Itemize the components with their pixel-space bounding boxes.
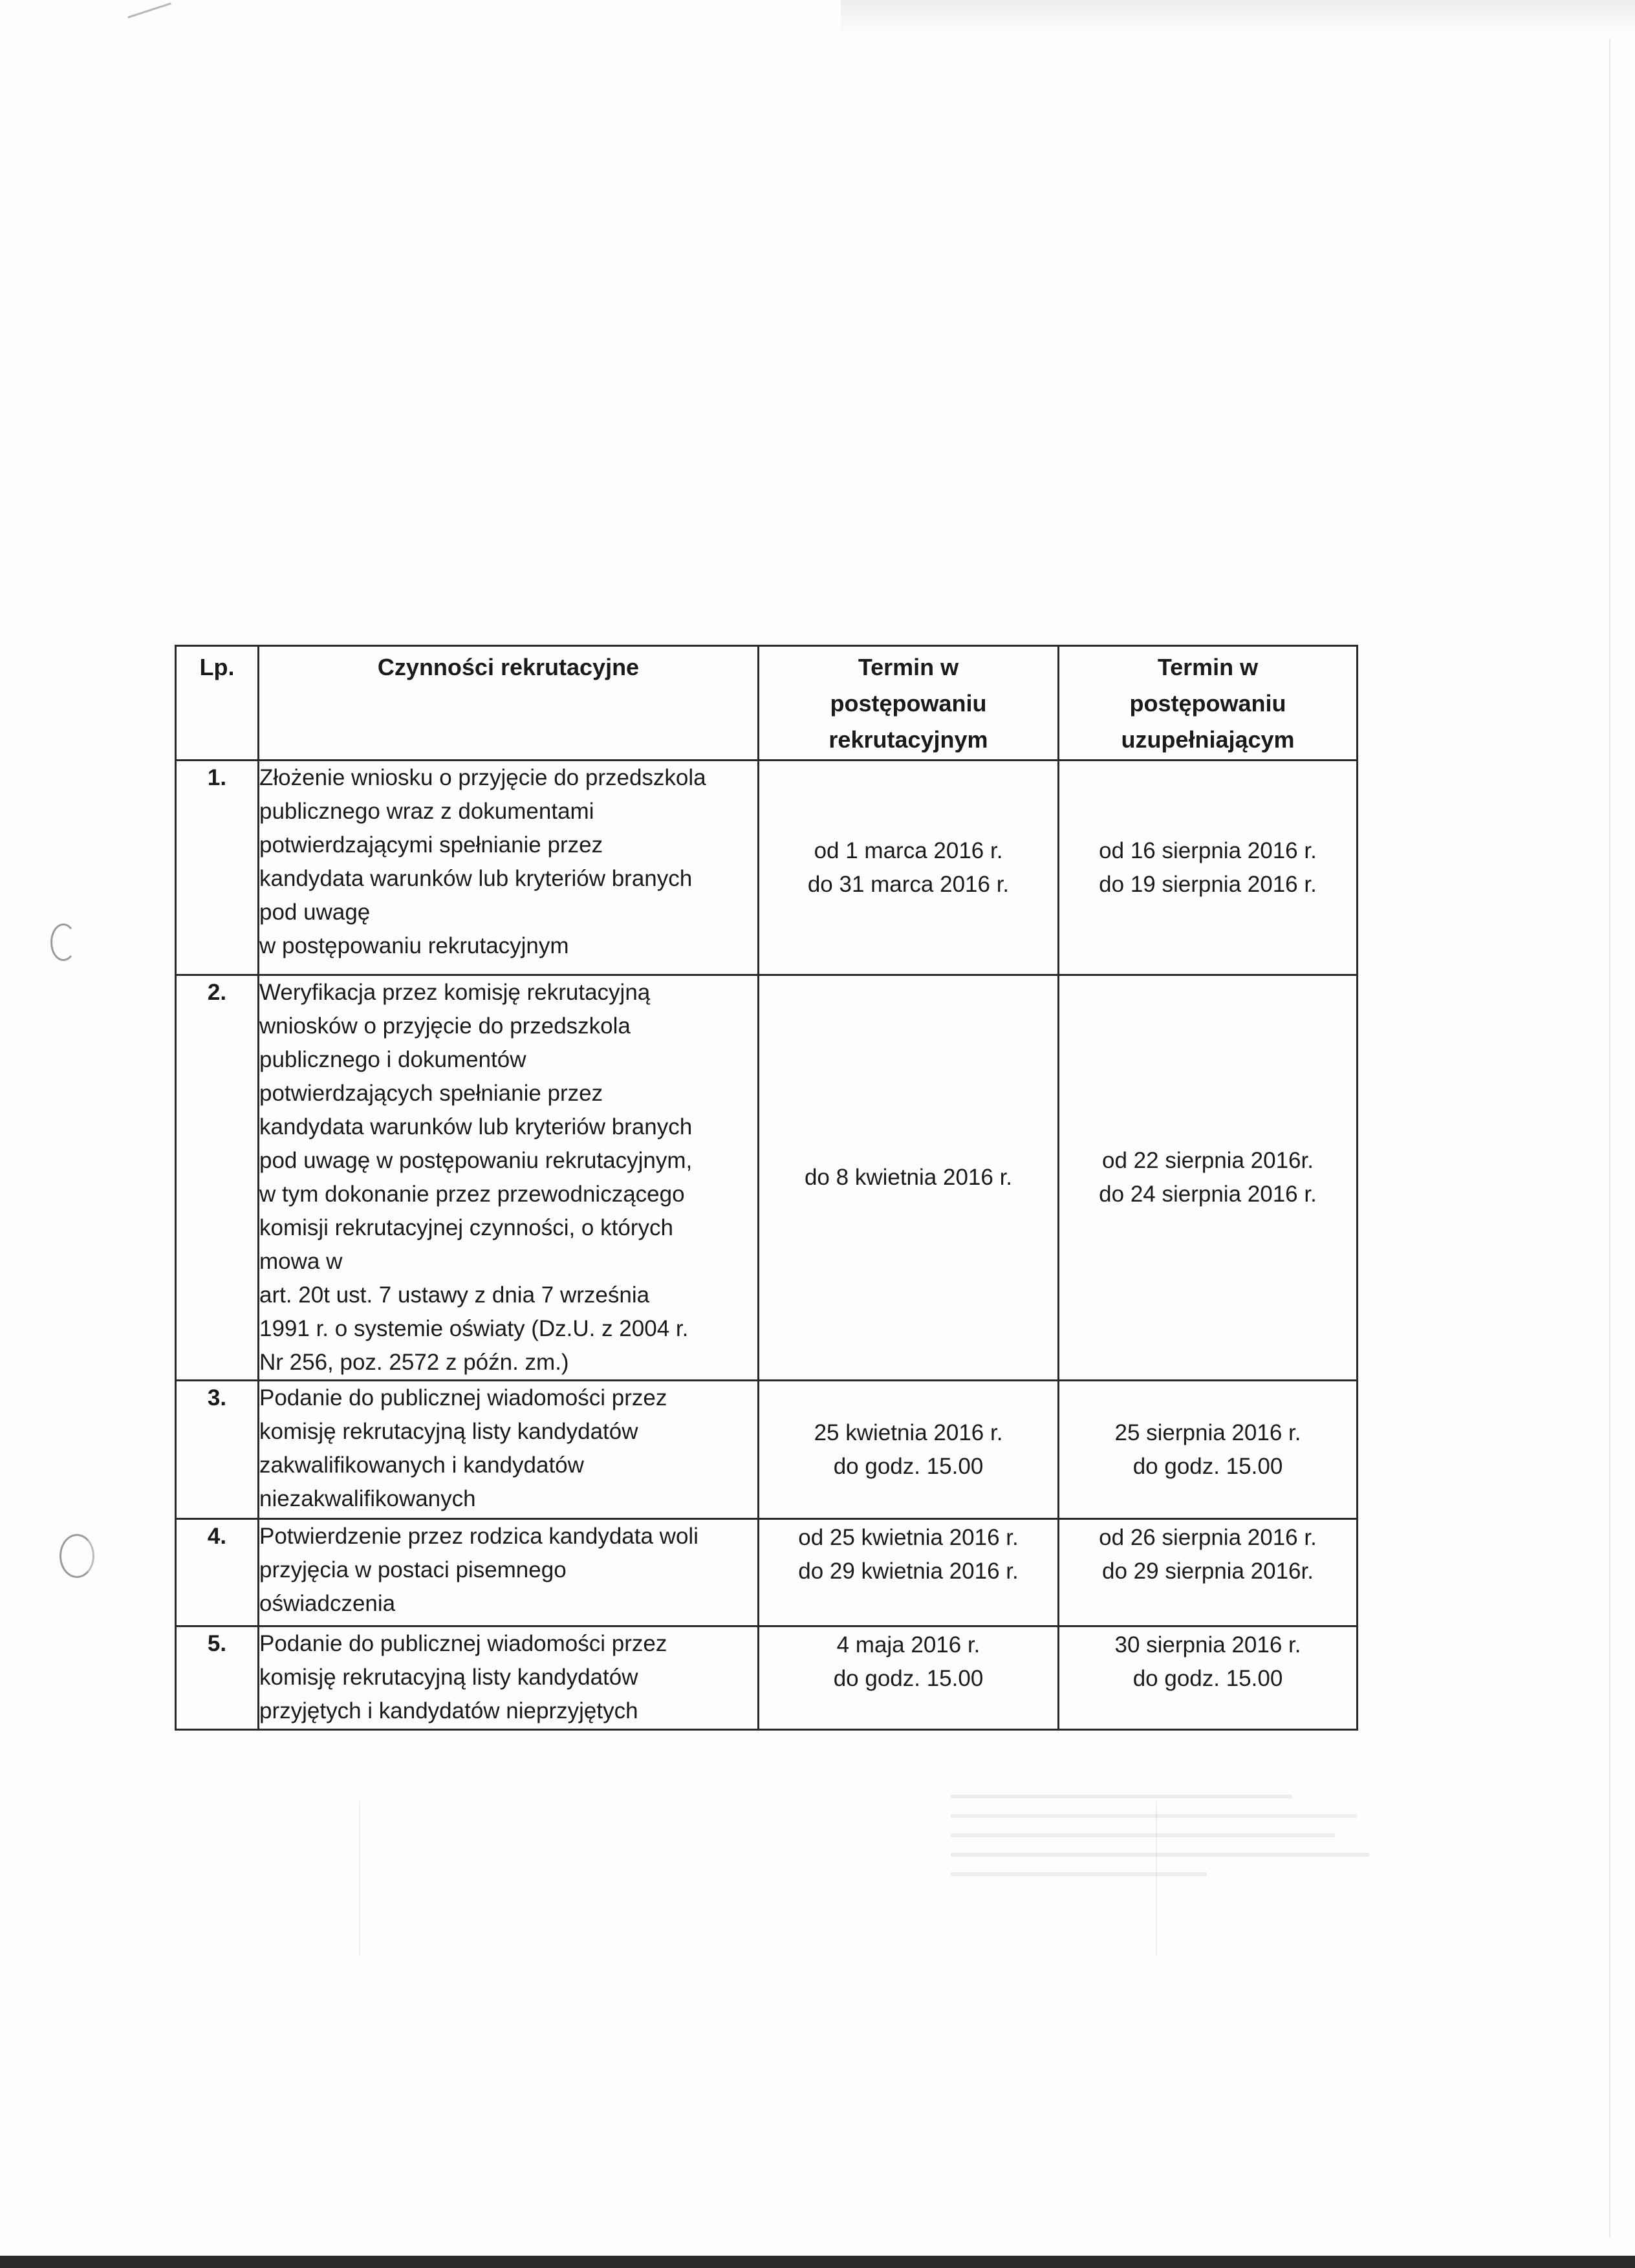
row-number: 3.: [176, 1381, 259, 1519]
activity-text-line: niezakwalifikowanych: [259, 1486, 476, 1511]
activity-text-line: potwierdzającymi spełnianie przez: [259, 832, 603, 858]
table-row: [176, 975, 1358, 1381]
row-number: 2.: [176, 975, 259, 1381]
activity-text-line: publicznego wraz z dokumentami: [259, 799, 594, 824]
scan-edge-line: [1609, 39, 1610, 2238]
header-supplementary-term: Termin w postępowaniu uzupełniającym: [1059, 646, 1358, 761]
activity-cell: [259, 975, 759, 1381]
row-number: 1.: [176, 761, 259, 975]
header-activity: Czynności rekrutacyjne: [259, 646, 759, 761]
activity-cell: [259, 1519, 759, 1626]
recruitment-term-cell: 4 maja 2016 r. do godz. 15.00: [759, 1626, 1059, 1730]
activity-text-line: przyjętych i kandydatów nieprzyjętych: [259, 1698, 638, 1723]
activity-text-line: pod uwagę w postępowaniu rekrutacyjnym,: [259, 1148, 693, 1173]
activity-text-line: komisji rekrutacyjnej czynności, o których: [259, 1215, 673, 1240]
supplementary-term-cell: od 22 sierpnia 2016r. do 24 sierpnia 2016 r.: [1059, 975, 1358, 1381]
table-row: [176, 1626, 1358, 1730]
activity-text-line: kandydata warunków lub kryteriów branych: [259, 1114, 693, 1139]
punch-hole-mark: [60, 1534, 94, 1578]
activity-text-line: Weryfikacja przez komisję rekrutacyjną: [259, 980, 651, 1005]
activity-text-line: komisję rekrutacyjną listy kandydatów: [259, 1419, 638, 1444]
scan-bottom-edge: [0, 2256, 1635, 2268]
supplementary-term-cell: od 26 sierpnia 2016 r. do 29 sierpnia 2016r.: [1059, 1519, 1358, 1626]
scan-shadow: [841, 0, 1635, 36]
activity-text-line: potwierdzających spełnianie przez: [259, 1081, 603, 1106]
activity-text-line: Nr 256, poz. 2572 z późn. zm.): [259, 1350, 569, 1375]
supplementary-term-cell: 25 sierpnia 2016 r. do godz. 15.00: [1059, 1381, 1358, 1519]
header-recruitment-term: Termin w postępowaniu rekrutacyjnym: [759, 646, 1059, 761]
table-header-row: [176, 646, 1358, 761]
activity-cell: [259, 761, 759, 975]
table-row: [176, 1519, 1358, 1626]
punch-hole-mark: [50, 923, 76, 961]
activity-text-line: komisję rekrutacyjną listy kandydatów: [259, 1665, 638, 1690]
activity-text-line: publicznego i dokumentów: [259, 1047, 526, 1072]
header-lp: Lp.: [176, 646, 259, 761]
activity-text-line: kandydata warunków lub kryteriów branych: [259, 866, 693, 891]
activity-text-line: przyjęcia w postaci pisemnego: [259, 1557, 567, 1582]
supplementary-term-cell: od 16 sierpnia 2016 r. do 19 sierpnia 2016 r.: [1059, 761, 1358, 975]
activity-text-line: Potwierdzenie przez rodzica kandydata woli: [259, 1524, 698, 1549]
activity-text-line: oświadczenia: [259, 1591, 396, 1616]
activity-cell: [259, 1626, 759, 1730]
bleed-through-text: [951, 1795, 1378, 1963]
activity-cell: [259, 1381, 759, 1519]
scan-corner-mark: [127, 3, 177, 34]
table-row: [176, 761, 1358, 975]
recruitment-term-cell: od 1 marca 2016 r. do 31 marca 2016 r.: [759, 761, 1059, 975]
recruitment-term-cell: do 8 kwietnia 2016 r.: [759, 975, 1059, 1381]
activity-text-line: wniosków o przyjęcie do przedszkola: [259, 1013, 631, 1039]
activity-text-line: zakwalifikowanych i kandydatów: [259, 1453, 584, 1478]
activity-text-line: Podanie do publicznej wiadomości przez: [259, 1631, 667, 1656]
activity-text-line: pod uwagę: [259, 900, 371, 925]
recruitment-schedule-table: [175, 645, 1358, 1731]
activity-text-line: Złożenie wniosku o przyjęcie do przedszkola: [259, 765, 706, 790]
activity-text-line: 1991 r. o systemie oświaty (Dz.U. z 2004 r.: [259, 1316, 689, 1341]
activity-text-line: w tym dokonanie przez przewodniczącego: [259, 1182, 685, 1207]
table-row: [176, 1381, 1358, 1519]
row-number: 5.: [176, 1626, 259, 1730]
recruitment-term-cell: od 25 kwietnia 2016 r. do 29 kwietnia 2016 r.: [759, 1519, 1059, 1626]
activity-text-line: art. 20t ust. 7 ustawy z dnia 7 września: [259, 1282, 650, 1308]
supplementary-term-cell: 30 sierpnia 2016 r. do godz. 15.00: [1059, 1626, 1358, 1730]
row-number: 4.: [176, 1519, 259, 1626]
activity-text-line: w postępowaniu rekrutacyjnym: [259, 933, 569, 958]
recruitment-term-cell: 25 kwietnia 2016 r. do godz. 15.00: [759, 1381, 1059, 1519]
activity-text-line: Podanie do publicznej wiadomości przez: [259, 1385, 667, 1410]
activity-text-line: mowa w: [259, 1249, 343, 1274]
